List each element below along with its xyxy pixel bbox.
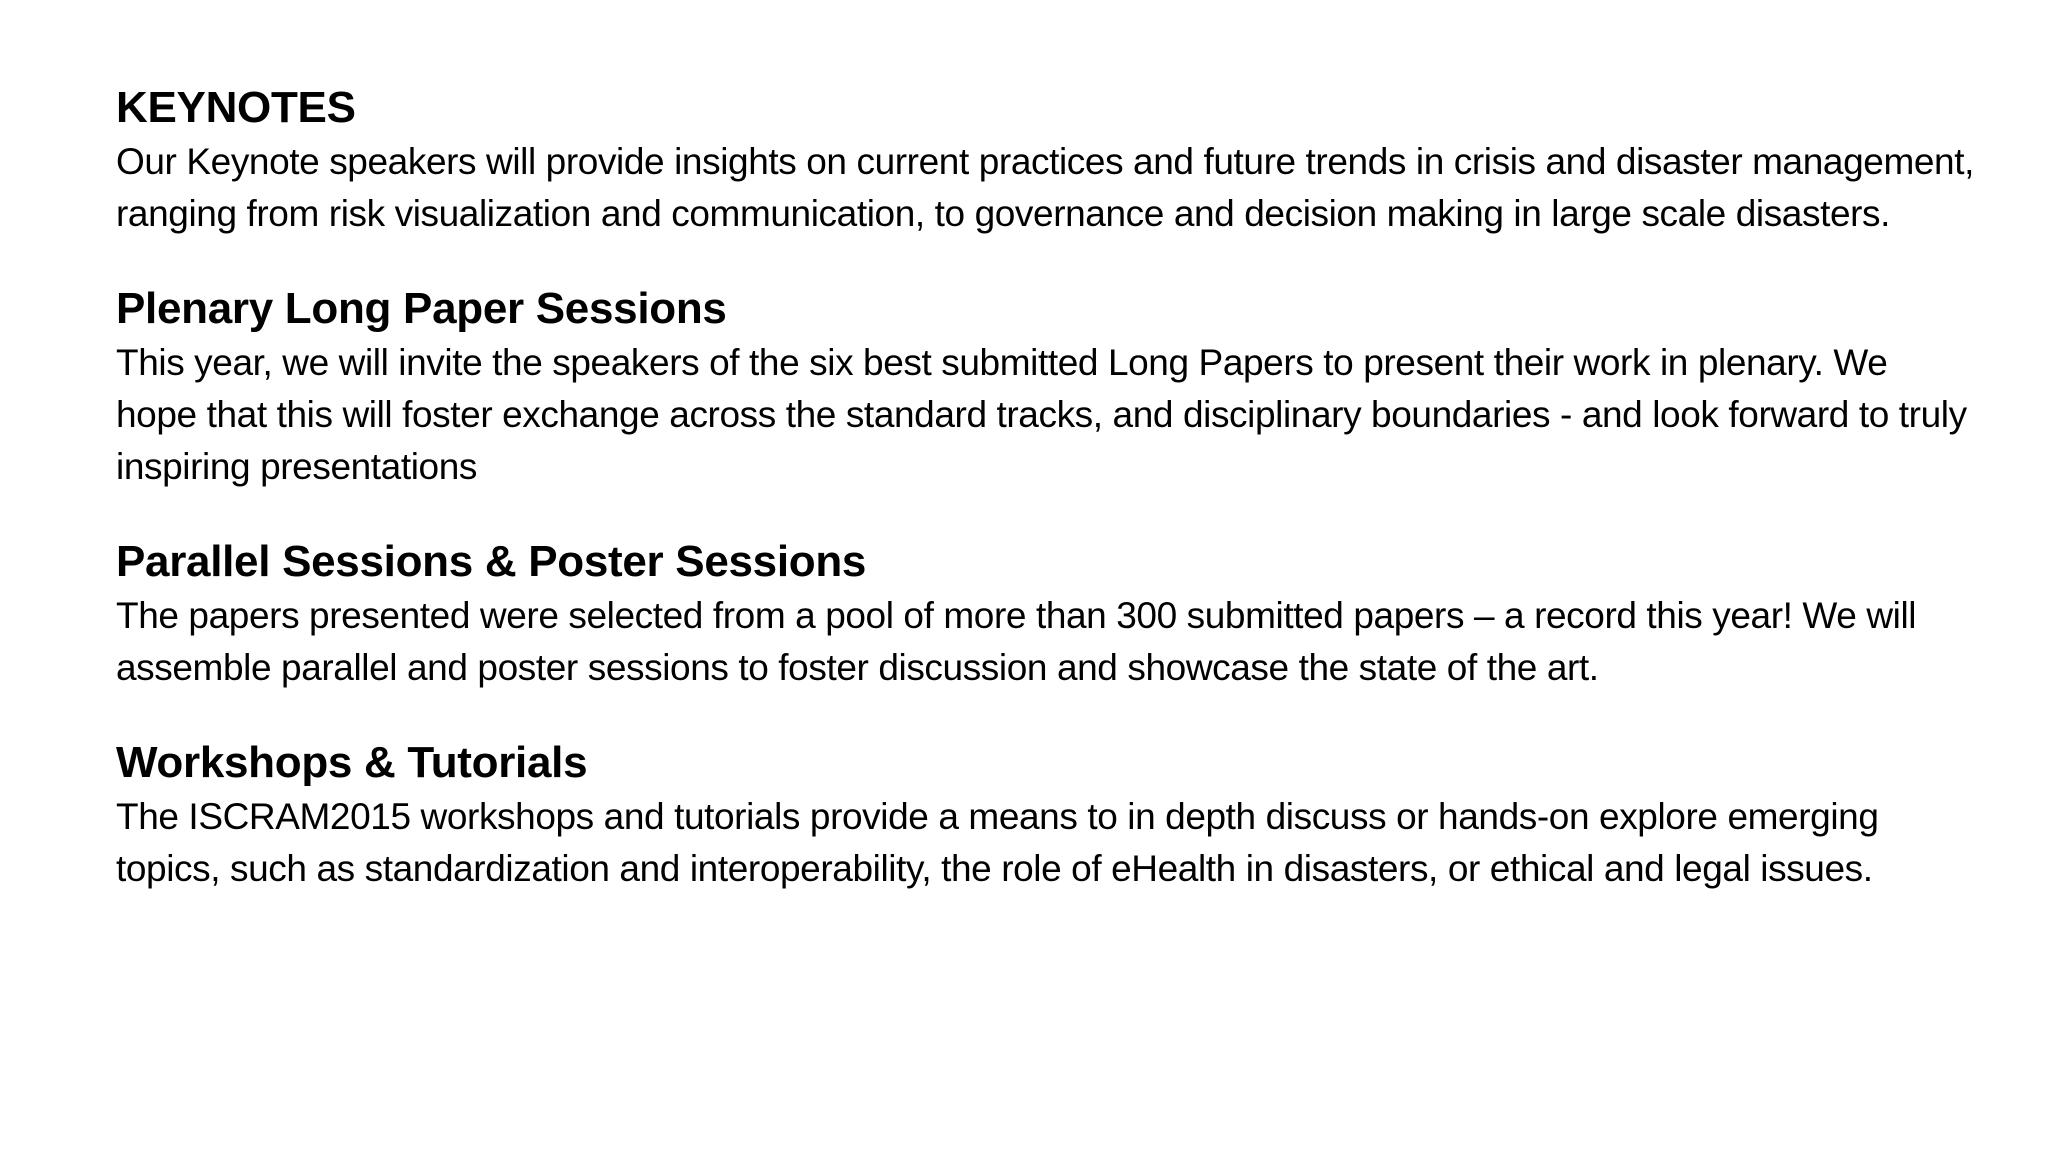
- section-title: Workshops & Tutorials: [116, 738, 588, 787]
- section-title: Plenary Long Paper Sessions: [116, 284, 727, 333]
- section-body: This year, we will invite the speakers of the six best submitted Long Papers to present their work in plenary. We hope that this will foster exchange across the standard tracks, and disciplinary boundaries - and look forward to truly inspiring presentations: [116, 342, 1967, 487]
- section-body: The ISCRAM2015 workshops and tutorials provide a means to in depth discuss or hands-on explore emerging topics, such as standardization and interoperability, the role of eHealth in disasters, or ethical and legal issues.: [116, 796, 1879, 889]
- section-keynotes: [116, 80, 1976, 240]
- section-title: Parallel Sessions & Poster Sessions: [116, 537, 867, 586]
- section-parallel-poster-sessions: [116, 534, 1976, 694]
- section-body: The papers presented were selected from a pool of more than 300 submitted papers – a record this year! We will assemble parallel and poster sessions to foster discussion and showcase the state of the art.: [116, 595, 1917, 688]
- section-workshops-tutorials: [116, 735, 1976, 895]
- slide-content: [116, 80, 1976, 936]
- section-plenary-long-paper-sessions: [116, 281, 1976, 493]
- section-body: Our Keynote speakers will provide insights on current practices and future trends in crisis and disaster management, ranging from risk visualization and communication, to governance and decision making in large scale disasters.: [116, 141, 1974, 234]
- section-title: KEYNOTES: [116, 83, 356, 132]
